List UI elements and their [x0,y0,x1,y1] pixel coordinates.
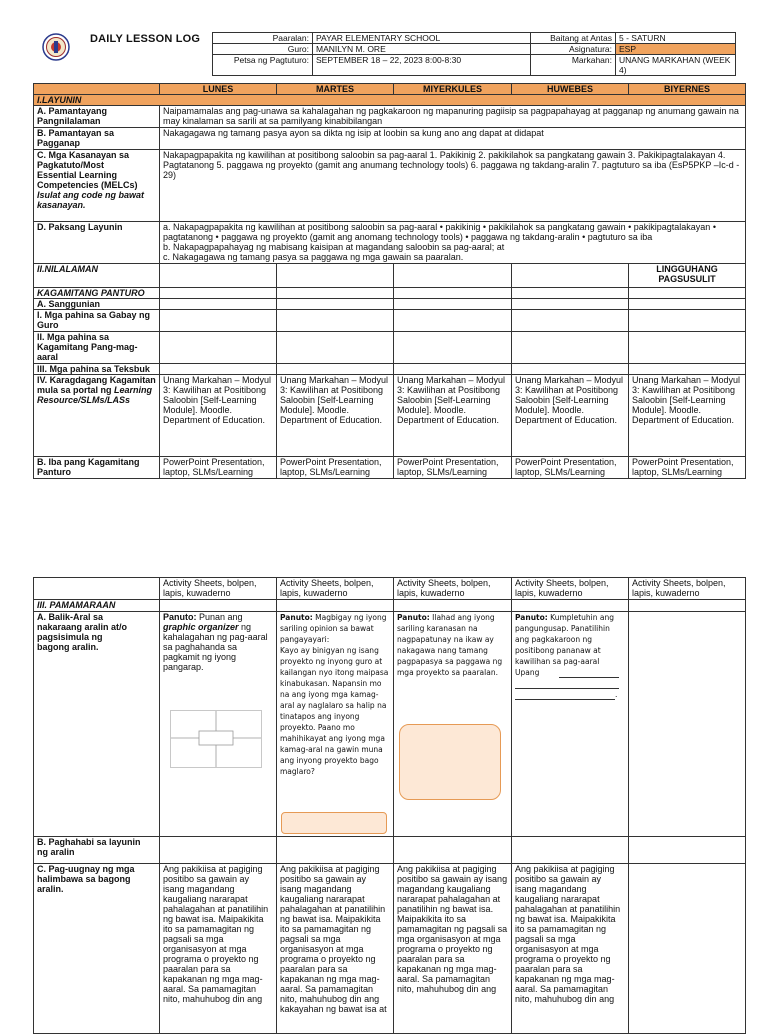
paksang-layunin-c: c. Nakagagawa ng tamang pasya sa paggawa ng mga gawain sa paaralan. [163,252,464,262]
day-header-lunes: LUNES [160,84,277,95]
asignatura-value: ESP [616,44,736,55]
section-pamamaraan: III. PAMAMARAAN [34,600,160,612]
paguugnay-biyernes [629,864,746,1034]
kasanayan-label-text: C. Mga Kasanayan sa Pagkatuto/Most Essential Learning Competencies (MELCs) [37,150,138,190]
nilalaman-martes [277,264,394,288]
label-teksbuk: III. Mga pahina sa Teksbuk [34,364,160,375]
day-header-miyerkules: MIYERKULES [394,84,512,95]
label-karagdagang-kagamitan [34,375,160,457]
panuto-lunes-text-a: Punan ang [196,612,243,622]
paguugnay-huwebes: Ang pakikiisa at pagiging positibo sa gawain ay isang magandang kaugaliang nararapat pahalagahan at panatilihin ng bawat isa. Maipakikita ito sa pamamagitan ng pagsali sa mga organisasyon at mga programa o proyekto ng paaralan para sa kapakanan ng mga mag-aaral. Sa pamamagitan nito, mahuhubog din ang [512,864,629,1034]
kasanayan-label-note: Isulat ang code ng bawat kasanayan. [37,190,145,210]
label-pamantayan-sa-pagganap: B. Pamantayan sa Pagganap [34,128,160,150]
text-mga-kasanayan: Nakapagpapakita ng kawilihan at positibong saloobin sa pag-aaral 1. Pakikinig 2. pakikilahok sa pangkatang gawain 3. Pakikipagtalakayan 4. Pagtatanong 5. paggawa ng proyekto (gamit ang anumang technology tools) 6. paggawa ng takdang-aralin 7. pagtuturo sa iba (EsP5PKP –Ic-d - 29) [160,150,746,222]
text-pamantayan-sa-pagganap: Nakagagawa ng tamang pasya ayon sa dikta ng isip at loobin sa kung ano ang dapat at didapat [160,128,746,150]
petsa-label: Petsa ng Pagtuturo: [213,55,313,76]
karagdagang-text: IV. Karagdagang Kagamitan mula sa portal ng [37,375,156,395]
modyul-miyerkules: Unang Markahan – Modyul 3: Kawilihan at Positibong Saloobin [Self-Learning Module]. Moodle. Department of Education. [394,375,512,457]
balik-martes [277,612,394,837]
balik-lunes [160,612,277,837]
iba-miyerkules: PowerPoint Presentation, laptop, SLMs/Learning [394,457,512,479]
label-kagamitang-pang-mag-aaral: II. Mga pahina sa Kagamitang Pang-mag-aaral [34,332,160,364]
panuto-miyerkules-text: Ilahad ang iyong sariling karanasan na nagpapatunay na ikaw ay nakagawa nang tamang pagpapasya sa paggawa ng mga proyekto sa paaralan. [397,613,503,677]
text-paksang-layunin [160,222,746,264]
lingguhang-pagsusulit: LINGGUHANG PAGSUSULIT [629,264,746,288]
guro-value: MANILYN M. ORE [313,44,531,55]
iba-lunes: PowerPoint Presentation, laptop, SLMs/Learning [160,457,277,479]
paksang-layunin-a: a. Nakapagpapakita ng kawilihan at positibong saloobin sa pag-aaral • pakikinig • pakikilahok sa pangkatang gawain • pakikipagtalakayan • pagtatanong • paggawa ng proyekto (gamit ang anomang technology tools) • paggawa ng takdang-aralin • pagtuturo sa iba [163,222,716,242]
section-nilalaman: II.NILALAMAN [34,264,160,288]
day-header-martes: MARTES [277,84,394,95]
paaralan-label: Paaralan: [213,33,313,44]
iba-huwebes: PowerPoint Presentation, laptop, SLMs/Learning [512,457,629,479]
lesson-log-table-page1 [33,83,746,479]
petsa-value: SEPTEMBER 18 – 22, 2023 8:00-8:30 [313,55,531,76]
modyul-lunes: Unang Markahan – Modyul 3: Kawilihan at Positibong Saloobin [Self-Learning Module]. Moodle. Department of Education. [160,375,277,457]
baitang-value: 5 - SATURN [616,33,736,44]
label-sanggunian: A. Sanggunian [34,299,160,310]
lesson-log-table-page2 [33,577,746,1034]
panuto-huwebes-text: Kumpletuhin ang pangungusap. Panatilihin ang pagkakaroon ng positibong pananaw at kawilihan sa pag-aaral Upang [515,613,615,677]
huwebes-end-punct: . [615,690,618,699]
label-mga-kasanayan [34,150,160,222]
graphic-organizer [170,710,262,768]
panuto-lunes: Panuto: [163,612,197,622]
modyul-biyernes: Unang Markahan – Modyul 3: Kawilihan at Positibong Saloobin [Self-Learning Module]. Moodle. Department of Education. [629,375,746,457]
modyul-huwebes: Unang Markahan – Modyul 3: Kawilihan at Positibong Saloobin [Self-Learning Module]. Moodle. Department of Education. [512,375,629,457]
text-pamantayang-pangnilalaman: Naipamamalas ang pag-unawa sa kahalagahan ng pagkakaroon ng mapanuring pagiisip sa pagpapahayag at pagganap ng anumang gawain na may kinalaman sa sarili at sa pamilyang kinabibilangan [160,106,746,128]
section-kagamitang-panturo: KAGAMITANG PANTURO [34,288,160,299]
panuto-lunes-text-b: graphic organizer [163,622,239,632]
cont-martes: Activity Sheets, bolpen, lapis, kuwaderno [277,578,394,600]
huwebes-blank-line-2 [515,678,619,689]
section-layunin: I.LAYUNIN [34,95,746,106]
day-header-blank [34,84,160,95]
panuto-miyerkules: Panuto: [397,613,430,622]
label-iba-pang-kagamitan: B. Iba pang Kagamitang Panturo [34,457,160,479]
panuto-huwebes: Panuto: [515,613,548,622]
karagdagang-italic: Learning Resource/SLMs/LASs [37,385,153,405]
deped-seal [42,33,70,61]
document-title: DAILY LESSON LOG [90,33,201,45]
iba-martes: PowerPoint Presentation, laptop, SLMs/Learning [277,457,394,479]
markahan-value: UNANG MARKAHAN (WEEK 4) [616,55,736,76]
nilalaman-huwebes [512,264,629,288]
nilalaman-lunes [160,264,277,288]
paguugnay-miyerkules: Ang pakikiisa at pagiging positibo sa gawain ay isang magandang kaugaliang nararapat pahalagahan at panatilihin ng bawat isa. Maipakikita ito sa pamamagitan ng pagsali sa mga organisasyon at mga programa o proyekto ng paaralan para sa kapakanan ng mga mag-aaral. Sa pamamagitan nito, mahuhubog din ang [394,864,512,1034]
label-pamantayang-pangnilalaman: A. Pamantayang Pangnilalaman [34,106,160,128]
balik-biyernes [629,612,746,837]
martes-scenario: Kayo ay binigyan ng isang proyekto ng inyong guro at kailangan nyo itong maipasa kinabukasan. Napansin mo na ang iyong mga kamag-aral ay naglalaro sa halip na tinatapos ang inyong proyekto. Paano mo mahihikayat ang iyong mga kamag-aral na gawin muna ang inyong proyekto bago maglaro? [280,646,389,776]
header-info-table [212,32,736,76]
day-header-huwebes: HUWEBES [512,84,629,95]
asignatura-label: Asignatura: [531,44,616,55]
balik-miyerkules [394,612,512,837]
paaralan-value: PAYAR ELEMENTARY SCHOOL [313,33,531,44]
balik-huwebes [512,612,629,837]
label-paghahabi: B. Paghahabi sa layunin ng aralin [34,837,160,864]
cont-huwebes: Activity Sheets, bolpen, lapis, kuwaderno [512,578,629,600]
day-header-biyernes: BIYERNES [629,84,746,95]
nilalaman-miyerkules [394,264,512,288]
baitang-label: Baitang at Antas [531,33,616,44]
martes-answer-box [281,812,387,834]
cont-biyernes: Activity Sheets, bolpen, lapis, kuwaderno [629,578,746,600]
modyul-martes: Unang Markahan – Modyul 3: Kawilihan at Positibong Saloobin [Self-Learning Module]. Moodle. Department of Education. [277,375,394,457]
paksang-layunin-b: b. Nakapagpapahayag ng mabisang kaisipan at magandang saloobin sa pag-aaral; at [163,242,505,252]
continuation-label [34,578,160,600]
markahan-label: Markahan: [531,55,616,76]
cont-miyerkules: Activity Sheets, bolpen, lapis, kuwaderno [394,578,512,600]
panuto-lunes-text-c: ng kahalagahan ng pag-aaral sa paghahanda sa pagkamit ng iyong pangarap. [163,622,268,672]
miyerkules-answer-box [399,724,501,800]
paguugnay-lunes: Ang pakikiisa at pagiging positibo sa gawain ay isang magandang kaugaliang nararapat pahalagahan at panatilihin ng bawat isa. Maipakikita ito sa pamamagitan ng pagsali sa mga organisasyon at mga programa o proyekto ng paaralan para sa kapakanan ng mga mag-aaral. Sa pamamagitan nito, mahuhubog din ang [160,864,277,1034]
label-paksang-layunin: D. Paksang Layunin [34,222,160,264]
huwebes-blank-line-3 [515,689,618,700]
paguugnay-martes: Ang pakikiisa at pagiging positibo sa gawain ay isang magandang kaugaliang nararapat pahalagahan at panatilihin ng bawat isa. Maipakikita ito sa pamamagitan ng pagsali sa mga organisasyon at mga programa o proyekto ng paaralan para sa kapakanan ng mga mag-aaral. Sa pamamagitan nito, mahuhubog din ang kakayahan ng bawat isa at [277,864,394,1034]
iba-biyernes: PowerPoint Presentation, laptop, SLMs/Learning [629,457,746,479]
label-pag-uugnay: C. Pag-uugnay ng mga halimbawa sa bagong aralin. [34,864,160,1034]
panuto-martes: Panuto: [280,613,313,622]
huwebes-blank-line-1 [559,667,619,678]
label-balik-aral: A. Balik-Aral sa nakaraang aralin at/o pagsisimula ng bagong aralin. [34,612,160,837]
cont-lunes: Activity Sheets, bolpen, lapis, kuwaderno [160,578,277,600]
guro-label: Guro: [213,44,313,55]
label-gabay-ng-guro: I. Mga pahina sa Gabay ng Guro [34,310,160,332]
panuto-martes-text: Magbigay ng iyong sariling opinion sa bawat pangayayari: [280,613,387,644]
